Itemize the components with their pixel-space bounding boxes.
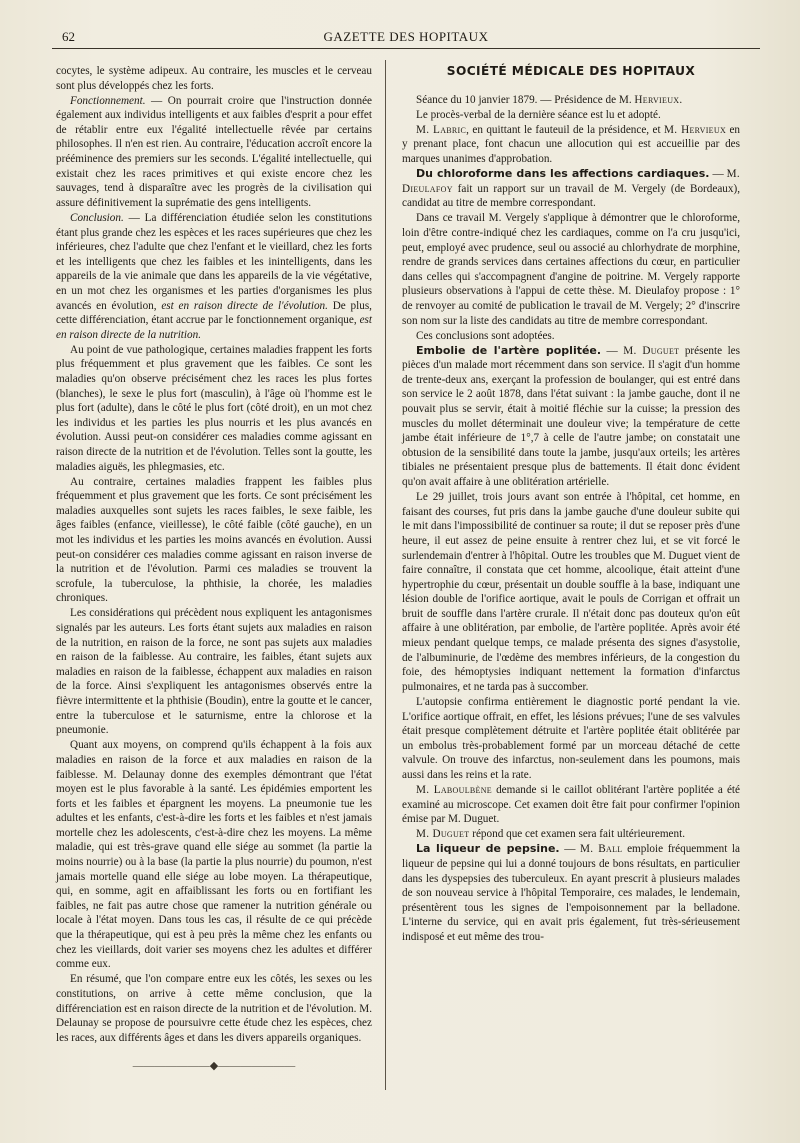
paragraph-text: répond que cet examen sera fait ultérieurement. xyxy=(469,828,686,841)
left-column xyxy=(56,64,372,1074)
paragraph: Au contraire, certaines maladies frappent les faibles plus fréquemment et plus gravement que les forts. Ce sont précisément les maladies auxquelles sont sujets les races faibles, le sexe faible, les âges faibles (enfance, vieillesse), le côté faible (côté gauche), en un mot les individus et les parties les moins avancés en évolution. Aussi peut-on considérer ces maladies comme agissant en raison inverse de la nutrition et de l'évolution. Parmi ces maladies se trouvent la scrofule, la tuberculose, la phthisie, la chorée, les maladies chroniques. xyxy=(56,475,372,605)
paragraph-text: , en quittant le fauteuil de la présidence, et xyxy=(466,123,665,136)
paragraph-text: — xyxy=(709,168,727,181)
paragraph xyxy=(402,842,740,944)
paragraph-text: De plus, cette différenciation, étant accrue par le fonctionnement organique, xyxy=(56,299,372,327)
paragraph xyxy=(402,783,740,827)
paragraph-text: demande si le caillot oblitérant l'artère poplitée a été examiné au microscope. Cet examen doit être fait pour confirmer l'opinion émise par M. Duguet. xyxy=(402,784,740,826)
paragraph-text: fait un rapport sur un travail de M. Vergely (de Bordeaux), candidat au titre de membre correspondant. xyxy=(402,182,740,210)
paragraph: Dans ce travail M. Vergely s'applique à démontrer que le chloroforme, loin d'être contre-indiqué chez les cardiaques, comme on l'a cru jusqu'ici, peut, employé avec prudence, seul ou associé au chlorhydrate de morphine, rendre de grands services dans certaines affections du cœur, en particulier dans celles qui s'accompagnent d'angine de poitrine. M. Vergely rapporte plusieurs observations à l'appui de cette thèse. M. Dieulafoy propose : 1° de renvoyer au comité de publication le travail de M. Vergely; 2° d'inscrire son nom sur la liste des candidats au titre de membre correspondant. xyxy=(402,212,740,327)
page-header xyxy=(52,26,760,49)
section-ornament: ———————◆——————— xyxy=(132,1060,296,1073)
column-divider xyxy=(385,60,386,1090)
paragraph-text: — xyxy=(601,344,624,357)
paragraph: En résumé, que l'on compare entre eux les côtés, les sexes ou les constitutions, on arrive à cette même conclusion, que la différenciation est en raison directe de la nutrition et de l'évolution. M. Delaunay se propose de poursuivre cette étude chez les espèces, chez les races, aux différents âges et dans les divers appareils organiques. xyxy=(56,973,372,1044)
paragraph-label: Conclusion. xyxy=(70,211,124,224)
paragraph-text: Séance du 10 janvier 1879. — Présidence de M. xyxy=(416,93,635,106)
paragraph: Les considérations qui précèdent nous expliquent les antagonismes signalés par les auteurs. Les forts étant sujets aux maladies en raison de la nutrition, en raison de la force, ne sont pas sujets aux maladies en raison de la faiblesse. Au contraire, les faibles, étant sujets aux maladies en raison de la faiblesse, échappent aux maladies en raison de la force. Ainsi s'expliquent les antagonismes observés entre la fièvre intermittente et la phthisie (Boudin), entre la goutte et le cancer, entre la tuberculose et le saturnisme, entre la chlorose et la pneumonie. xyxy=(56,607,372,737)
rubric-heading: Du chloroforme dans les affections cardiaques. xyxy=(416,167,710,181)
person-name: M. Labric xyxy=(416,123,467,136)
paragraph xyxy=(56,211,372,342)
person-name: Hervieux xyxy=(634,93,680,106)
paragraph xyxy=(56,94,372,211)
paragraph xyxy=(402,344,740,490)
paragraph-text: . xyxy=(679,93,683,106)
paragraph xyxy=(402,827,740,842)
paragraph-text: — La différenciation étudiée selon les constitutions étant plus grande chez les espèces et les races supérieures que chez les inférieures, chez l'adulte que chez l'enfant et le vieillard, chez les forts et les intelligents que chez les faibles et les inintelligents, dans les appareils de la vie animale que dans les appareils de la vie végétative, en un mot chez les organismes et les parties d'organismes les plus avancés en évolution, xyxy=(56,211,372,312)
person-name: M. Duguet xyxy=(416,828,470,841)
page-number: 62 xyxy=(62,29,75,44)
paragraph: cocytes, le système adipeux. Au contraire, les muscles et le cerveau sont plus développés chez les forts. xyxy=(56,65,372,92)
paragraph-label: Fonctionnement. xyxy=(70,94,146,107)
paragraph xyxy=(402,123,740,167)
paragraph: Le 29 juillet, trois jours avant son entrée à l'hôpital, cet homme, en faisant des courses, fut pris dans la jambe gauche d'une douleur subite qui le mit dans l'impossibilité de continuer sa route; il dut se reposer près d'une heure, il eut assez de peine ensuite à rentrer chez lui, et se vit forcé le surlendemain d'entrer à l'hôpital. Outre les troubles que M. Duguet vient de faire connaître, il constata que cet homme, alcoolique, était atteint d'une hypertrophie du cœur, présentait un double souffle à la base, indiquant une lésion double de l'orifice aortique, avait le pouls de Corrigan et offrait un bruit de souffle dans l'artère crurale. Il n'était donc pas douteux qu'on eût affaire à une oblitération, par embolie, de l'artère poplitée. Après avoir été mieux pendant quelque temps, ce malade présenta des signes d'asystolie, de l'albuminurie, de l'œdème des membres inférieurs, de la congestion du foie, des hémoptysies indiquant nettement la formation d'infarctus pulmonaires, et ne tarda pas à succomber. xyxy=(402,491,740,693)
paragraph-text: en y prenant place, font chacun une allocution qui est accueillie par des marques unanimes d'approbation. xyxy=(402,123,741,165)
right-column xyxy=(402,64,740,945)
person-name: M. Ball xyxy=(580,843,623,856)
paragraph: Quant aux moyens, on comprend qu'ils échappent à la fois aux maladies en raison de la force et aux maladies en raison de la faiblesse. M. Delaunay donne des exemples démontrant que l'état moyen est le plus favorable à la santé. Les épidémies emportent les forts et les faibles et épargnent les moyens. La pneumonie tue les adultes et les enfants, c'est-à-dire les forts et les faibles et n'est jamais mortelle chez les adolescents, c'est-à-dire chez les moyens. La même maladie, qui est très-grave quand elle siége au sommet (la partie la moins nourrie) ou à la base (la partie la plus nourrie) du poumon, n'est jamais mortelle quand elle siége au lobe moyen. La thérapeutique, qui, en somme, agit en affaiblissant les forts ou en fortifiant les faibles, ne fait pas autre chose que ramener la nutrition générale ou locale à l'état moyen. Dans tous les cas, il résulte de ce qui précède que la thérapeutique, qui est à peu près la même chez les enfants ou chez les vieillards, doit varier ses moyens chez les adultes et différer comme eux. xyxy=(56,739,372,971)
person-name: M. Hervieux xyxy=(664,123,727,136)
paragraph: Ces conclusions sont adoptées. xyxy=(416,329,555,342)
person-name: M. Dieulafoy xyxy=(402,168,741,195)
paragraph-text: — On pourrait croire que l'instruction donnée également aux individus intelligents et aux faibles d'esprit a pour effet de rétablir entre eux l'égalité intellectuelle rêvée par certains philosophes. Il n'en est rien. Au contraire, l'éducation accroît encore la prééminence des premiers sur les seconds. L'égalité intellectuelle, qui existait chez les races primitives et qui existe encore chez les sauvages, tend à disparaître avec les progrès de la civilisation qui assure définitivement la suprématie des gens intelligents. xyxy=(56,94,372,209)
paragraph-text: emploie fréquemment la liqueur de pepsine qui lui a donné toujours de bons résultats, en particulier dans les dyspepsies des tuberculeux. En ayant prescrit à plusieurs malades de son nouveau service à l'hôpital Temporaire, ces malades, le lendemain, présentèrent tous les signes de l'empoisonnement par la belladone. L'interne du service, qui en avait pris également, fut très-sérieusement indisposé et eut même des trou- xyxy=(402,843,741,943)
rubric-heading: La liqueur de pepsine. xyxy=(416,842,560,856)
paragraph-text: présente les pièces d'un malade mort récemment dans son service. Il s'agit d'un homme de trente-deux ans, exerçant la profession de boulanger, qui est entré dans son service le 2 août 1878, dans l'état suivant : la jambe gauche, dont il ne pouvait plus se servir, était à moitié fléchie sur la cuisse; la pression des muscles du mollet déterminait une douleur vive; la température de cette jambe était inférieure de 1°,7 à celle de l'autre jambe; on constatait une obtusion de la sensibilité dans toute la jambe, jusqu'aux orteils; les artères tibiales ne présentaient presque plus de battements. Il était donc évident qu'on avait affaire à une oblitération artérielle. xyxy=(402,344,740,489)
section-title: SOCIÉTÉ MÉDICALE DES HOPITAUX xyxy=(446,64,696,78)
person-name: M. Duguet xyxy=(623,344,680,357)
paragraph: Le procès-verbal de la dernière séance est lu et adopté. xyxy=(416,108,661,121)
person-name: M. Laboulbène xyxy=(416,784,492,796)
paragraph-emphasis: est en raison directe de l'évolution. xyxy=(161,299,328,312)
paragraph: Au point de vue pathologique, certaines maladies frappent les forts plus fréquemment et plus gravement que les faibles. Ce sont les maladies qu'on observe précisément chez les races les plus fortes (blanches), le sexe le plus fort (masculin), à l'âge où l'homme est le plus fort (adulte), dans le côté le plus fort (côté droit), en un mot chez les individus et les parties les plus nourris et les plus avancés en évolution. Aussi peut-on considérer ces maladies comme agissant en raison directe de la nutrition et de l'évolution. Telles sont la goutte, les maladies aiguës, les phlegmasies, etc. xyxy=(56,343,372,473)
paragraph-text: — xyxy=(559,843,581,856)
paragraph xyxy=(402,167,740,211)
journal-title: GAZETTE DES HOPITAUX xyxy=(323,29,489,44)
paragraph-emphasis: est en raison directe de la nutrition. xyxy=(56,314,372,341)
paragraph xyxy=(402,93,740,108)
paragraph: L'autopsie confirma entièrement le diagnostic porté pendant la vie. L'orifice aortique offrait, en effet, les lésions prévues; l'une de ses valvules était presque complètement détruite et l'artère poplitée était oblitérée par un embolus très-probablement formé par un morceau détaché de cette valvule. On trouve des infarctus, non-seulement dans les poumons, mais aussi dans les reins et la rate. xyxy=(402,695,740,781)
rubric-heading: Embolie de l'artère poplitée. xyxy=(416,343,602,357)
